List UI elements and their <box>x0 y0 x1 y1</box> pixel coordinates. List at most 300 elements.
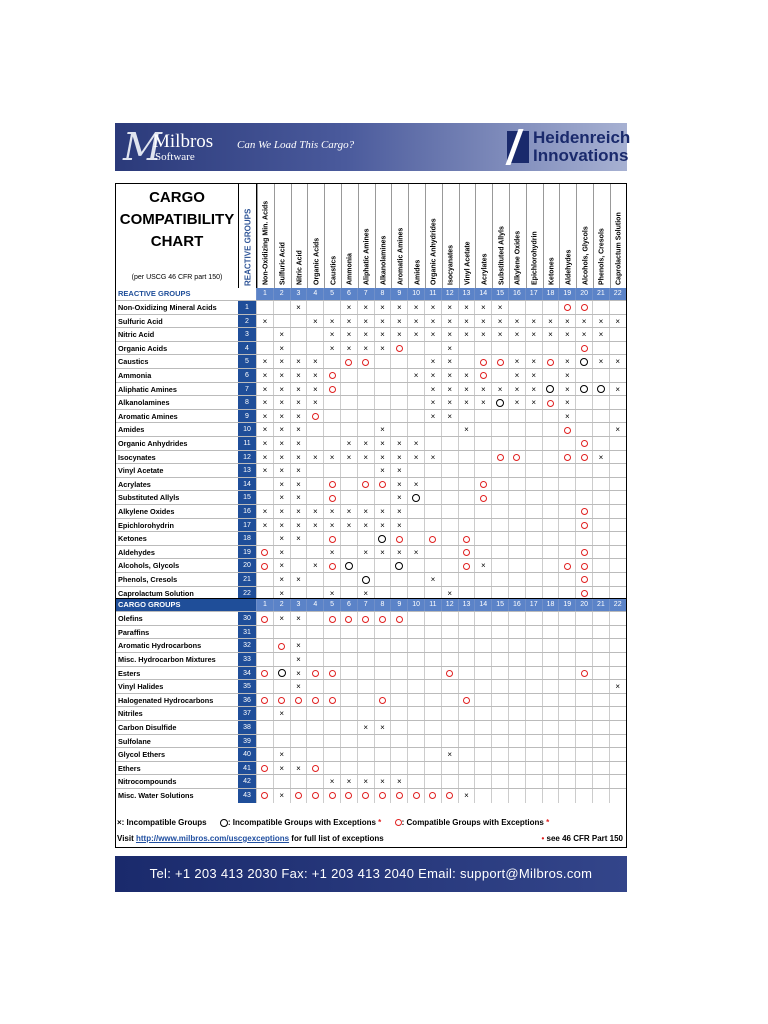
compat-cell <box>306 775 323 789</box>
compat-cell <box>306 410 323 424</box>
compat-cell <box>525 653 542 667</box>
compat-cell <box>491 573 508 587</box>
compat-cell <box>256 694 273 708</box>
compat-cell <box>592 639 609 653</box>
compat-cell <box>407 478 424 492</box>
compat-cell <box>374 748 391 762</box>
compat-cell <box>609 491 626 505</box>
incompatible-mark: × <box>296 439 301 448</box>
compat-cell <box>357 301 374 315</box>
chart-row <box>116 354 626 368</box>
compat-cell <box>290 532 307 546</box>
row-number: 42 <box>238 775 256 789</box>
incompatible-mark: × <box>447 343 453 353</box>
compat-cell <box>306 301 323 315</box>
compat-cell <box>474 748 491 762</box>
compat-cell <box>390 301 407 315</box>
column-header <box>375 184 393 288</box>
compat-cell <box>474 532 491 546</box>
compat-cell <box>357 680 374 694</box>
compat-cell <box>458 355 475 369</box>
compat-cell <box>323 639 340 653</box>
compat-cell <box>424 505 441 519</box>
compat-cell <box>306 789 323 803</box>
compat-cell <box>256 789 273 803</box>
compat-cell <box>558 423 575 437</box>
compat-cell <box>407 680 424 694</box>
compat-cell <box>441 410 458 424</box>
compat-cell <box>340 667 357 681</box>
compat-cell <box>424 315 441 329</box>
compatible-exception-circle-icon <box>362 792 369 799</box>
compat-cell <box>424 626 441 640</box>
compat-cell <box>542 735 559 749</box>
compatible-exception-circle-icon <box>446 792 453 799</box>
incompatible-mark: × <box>363 316 369 326</box>
compat-cell <box>558 369 575 383</box>
compat-cell <box>374 667 391 681</box>
compat-cell <box>390 491 407 505</box>
compat-cell <box>390 315 407 329</box>
column-number: 16 <box>508 599 525 611</box>
compat-cell <box>458 639 475 653</box>
compat-cell <box>558 410 575 424</box>
compat-cell <box>290 437 307 451</box>
column-header-label: Caprolactum Solution <box>615 212 623 285</box>
incompatible-mark: × <box>430 384 436 394</box>
incompatible-mark: × <box>262 371 268 380</box>
compat-cell <box>323 573 340 587</box>
compat-cell <box>592 451 609 465</box>
compat-cell <box>441 546 458 560</box>
compat-cell <box>575 355 592 369</box>
compat-cell <box>525 396 542 410</box>
column-number: 17 <box>525 599 542 611</box>
compat-cell <box>592 721 609 735</box>
compat-cell <box>441 342 458 356</box>
compat-cell <box>357 505 374 519</box>
compat-cell <box>306 626 323 640</box>
compat-cell <box>306 383 323 397</box>
compat-cell <box>542 694 559 708</box>
compat-cell <box>575 410 592 424</box>
compatible-exception-circle-icon <box>581 549 588 556</box>
compat-cell <box>390 342 407 356</box>
compat-cell <box>458 762 475 776</box>
compat-cell <box>424 762 441 776</box>
compat-cell <box>407 707 424 721</box>
compat-cell <box>424 612 441 626</box>
compat-cell <box>491 789 508 803</box>
compat-cell <box>491 423 508 437</box>
compat-cell <box>558 519 575 533</box>
compat-cell <box>575 789 592 803</box>
row-name: Vinyl Halides <box>118 682 164 692</box>
compat-cell <box>441 612 458 626</box>
incompatible-mark: × <box>329 588 335 598</box>
compat-cell <box>609 694 626 708</box>
incompatible-mark: × <box>296 763 301 773</box>
compat-cell <box>256 410 273 424</box>
row-name: Acrylates <box>118 479 151 489</box>
column-number: 15 <box>491 599 508 611</box>
compatible-exception-circle-icon <box>312 413 319 420</box>
compat-cell <box>441 775 458 789</box>
incompatible-mark: × <box>346 520 352 530</box>
incompatible-mark: × <box>363 452 369 462</box>
compat-cell <box>273 559 290 573</box>
compat-cell <box>407 505 424 519</box>
incompatible-mark: × <box>312 371 318 380</box>
compat-cell <box>256 519 273 533</box>
compat-cell <box>441 437 458 451</box>
compat-cell <box>256 437 273 451</box>
incompatible-mark: × <box>531 398 537 408</box>
compat-cell <box>491 694 508 708</box>
compat-cell <box>542 410 559 424</box>
compat-cell <box>340 639 357 653</box>
compat-cell <box>374 680 391 694</box>
compatible-exception-circle-icon <box>261 670 268 677</box>
compat-cell <box>407 342 424 356</box>
incompatible-mark: × <box>430 371 436 380</box>
compat-cell <box>592 707 609 721</box>
compat-cell <box>256 667 273 681</box>
compat-cell <box>340 478 357 492</box>
compat-cell <box>491 667 508 681</box>
compat-cell <box>424 667 441 681</box>
compat-cell <box>542 478 559 492</box>
compat-cell <box>323 478 340 492</box>
compat-cell <box>609 451 626 465</box>
incompatible-mark: × <box>480 316 486 326</box>
compat-cell <box>525 478 542 492</box>
compat-cell <box>273 355 290 369</box>
compat-cell <box>458 437 475 451</box>
column-header-label: Nitric Acid <box>296 250 304 285</box>
compat-cell <box>357 626 374 640</box>
compat-cell <box>306 315 323 329</box>
compat-cell <box>474 775 491 789</box>
compat-cell <box>458 478 475 492</box>
compat-cell <box>256 328 273 342</box>
compat-cell <box>424 680 441 694</box>
compat-cell <box>407 612 424 626</box>
compatible-exception-circle-icon <box>345 359 352 366</box>
chart-row <box>116 477 626 491</box>
incompatible-mark: × <box>447 384 453 394</box>
row-name: Substituted Allyls <box>118 493 180 503</box>
compat-cell <box>609 423 626 437</box>
compat-cell <box>256 423 273 437</box>
compat-cell <box>491 626 508 640</box>
compat-cell <box>390 546 407 560</box>
compat-cell <box>508 775 525 789</box>
incompatible-mark: × <box>312 507 318 516</box>
incompatible-mark: × <box>296 466 301 476</box>
compat-cell <box>525 532 542 546</box>
column-header <box>291 184 309 288</box>
incompatible-mark: × <box>363 520 369 530</box>
compat-cell <box>407 775 424 789</box>
compat-cell <box>592 667 609 681</box>
incompatible-exception-circle-icon <box>546 385 554 393</box>
compat-cell <box>390 451 407 465</box>
compat-cell <box>290 328 307 342</box>
incompatible-mark: × <box>296 303 301 312</box>
column-number: 13 <box>458 288 475 300</box>
compat-cell <box>273 612 290 626</box>
compat-cell <box>474 315 491 329</box>
column-number: 9 <box>390 288 407 300</box>
compatible-exception-circle-icon <box>581 454 588 461</box>
incompatible-mark: × <box>464 398 469 408</box>
compat-cell <box>592 559 609 573</box>
compat-cell <box>340 451 357 465</box>
incompatible-mark: × <box>262 398 268 408</box>
incompatible-mark: × <box>279 791 285 800</box>
compat-cell <box>542 626 559 640</box>
compat-cell <box>273 639 290 653</box>
compat-cell <box>609 505 626 519</box>
compat-cell <box>424 559 441 573</box>
compat-cell <box>441 519 458 533</box>
incompatible-mark: × <box>464 303 469 312</box>
compat-cell <box>508 491 525 505</box>
row-number: 39 <box>238 735 256 749</box>
compat-cell <box>592 478 609 492</box>
compat-cell <box>558 464 575 478</box>
compat-cell <box>558 775 575 789</box>
compat-cell <box>424 694 441 708</box>
compatible-exception-circle-icon <box>329 372 336 379</box>
legend-o-label: : Compatible Groups with Exceptions <box>401 818 544 827</box>
compat-cell <box>323 505 340 519</box>
compat-cell <box>592 762 609 776</box>
compatible-exception-circle-icon <box>463 549 470 556</box>
compat-cell <box>575 301 592 315</box>
compat-cell <box>340 748 357 762</box>
incompatible-mark: × <box>312 384 318 394</box>
compat-cell <box>273 315 290 329</box>
compat-cell <box>390 369 407 383</box>
incompatible-mark: × <box>380 343 385 353</box>
compat-cell <box>575 748 592 762</box>
compat-cell <box>542 519 559 533</box>
compat-cell <box>491 748 508 762</box>
incompatible-mark: × <box>430 411 436 421</box>
compat-cell <box>558 789 575 803</box>
compat-cell <box>474 505 491 519</box>
compat-cell <box>558 451 575 465</box>
incompatible-mark: × <box>380 777 385 787</box>
chart-regulation-note: (per USCG 46 CFR part 150) <box>131 274 223 281</box>
milbros-logo <box>123 127 243 167</box>
compat-cell <box>525 342 542 356</box>
compat-cell <box>609 328 626 342</box>
compat-cell <box>306 573 323 587</box>
compat-cell <box>424 789 441 803</box>
compat-cell <box>542 301 559 315</box>
row-number: 10 <box>238 423 256 437</box>
compat-cell <box>390 612 407 626</box>
compat-cell <box>525 423 542 437</box>
compat-cell <box>256 464 273 478</box>
compat-cell <box>542 396 559 410</box>
compat-cell <box>474 478 491 492</box>
chart-row <box>116 638 626 652</box>
incompatible-mark: × <box>480 330 486 340</box>
compat-cell <box>592 573 609 587</box>
chart-row <box>116 693 626 707</box>
compat-cell <box>592 396 609 410</box>
compat-cell <box>374 464 391 478</box>
compat-cell <box>374 315 391 329</box>
compat-cell <box>609 789 626 803</box>
column-number: 5 <box>323 288 340 300</box>
compat-cell <box>525 626 542 640</box>
compat-cell <box>407 694 424 708</box>
compat-cell <box>458 383 475 397</box>
compat-cell <box>508 451 525 465</box>
compatible-exception-circle-icon <box>513 454 520 461</box>
compat-cell <box>609 546 626 560</box>
compatible-exception-circle-icon <box>564 563 571 570</box>
compat-cell <box>508 680 525 694</box>
incompatible-mark: × <box>279 398 285 408</box>
compat-cell <box>357 328 374 342</box>
legend-e-label: : Incompatible Groups with Exceptions <box>227 818 376 827</box>
compat-cell <box>441 491 458 505</box>
compat-cell <box>542 437 559 451</box>
compat-cell <box>508 762 525 776</box>
exceptions-link[interactable]: http://www.milbros.com/uscgexceptions <box>135 834 290 843</box>
row-name: Esters <box>118 668 141 678</box>
row-name: Aliphatic Amines <box>118 384 177 394</box>
compat-cell <box>542 559 559 573</box>
compatible-exception-circle-icon <box>446 670 453 677</box>
compat-cell <box>374 789 391 803</box>
incompatible-mark: × <box>380 452 385 462</box>
compat-cell <box>390 410 407 424</box>
compat-cell <box>542 707 559 721</box>
compat-cell <box>525 410 542 424</box>
incompatible-mark: × <box>279 384 285 394</box>
compat-cell <box>256 559 273 573</box>
compat-cell <box>340 721 357 735</box>
compat-cell <box>474 410 491 424</box>
incompatible-mark: × <box>430 303 436 312</box>
incompatible-mark: × <box>413 547 419 557</box>
compat-cell <box>407 626 424 640</box>
compat-cell <box>592 342 609 356</box>
column-header <box>543 184 561 288</box>
compat-cell <box>458 775 475 789</box>
compat-cell <box>323 519 340 533</box>
compat-cell <box>374 478 391 492</box>
column-number: 20 <box>575 599 592 611</box>
compat-cell <box>290 694 307 708</box>
incompatible-mark: × <box>279 452 285 462</box>
legend-see-note <box>541 834 623 843</box>
compat-cell <box>357 451 374 465</box>
compat-cell <box>491 775 508 789</box>
row-name: Halogenated Hydrocarbons <box>118 695 214 705</box>
compat-cell <box>357 612 374 626</box>
compat-cell <box>458 505 475 519</box>
incompatible-mark: × <box>413 303 419 312</box>
incompatible-mark: × <box>296 479 301 489</box>
compat-cell <box>474 451 491 465</box>
column-header <box>324 184 342 288</box>
compat-cell <box>323 396 340 410</box>
compat-cell <box>441 653 458 667</box>
incompatible-mark: × <box>262 425 268 435</box>
compat-cell <box>491 762 508 776</box>
compat-cell <box>256 396 273 410</box>
compat-cell <box>390 694 407 708</box>
compat-cell <box>542 748 559 762</box>
compat-cell <box>340 315 357 329</box>
row-number: 13 <box>238 464 256 478</box>
compat-cell <box>458 626 475 640</box>
compat-cell <box>306 396 323 410</box>
incompatible-mark: × <box>615 384 621 394</box>
chart-row <box>116 788 626 802</box>
compat-cell <box>458 680 475 694</box>
compat-cell <box>441 721 458 735</box>
chart-row <box>116 504 626 518</box>
compat-cell <box>290 639 307 653</box>
compat-cell <box>407 653 424 667</box>
compatible-exception-circle-icon <box>329 670 336 677</box>
legend <box>115 815 627 848</box>
compat-cell <box>290 775 307 789</box>
compat-cell <box>323 464 340 478</box>
compat-cell <box>424 410 441 424</box>
compat-cell <box>323 301 340 315</box>
compat-cell <box>256 626 273 640</box>
compat-cell <box>609 775 626 789</box>
compat-cell <box>323 559 340 573</box>
compat-cell <box>323 735 340 749</box>
compat-cell <box>575 423 592 437</box>
compat-cell <box>340 559 357 573</box>
tagline: Can We Load This Cargo? <box>237 139 355 151</box>
compat-cell <box>290 464 307 478</box>
compat-cell <box>491 369 508 383</box>
compat-cell <box>340 789 357 803</box>
incompatible-mark: × <box>363 777 369 787</box>
column-number: 6 <box>340 599 357 611</box>
incompatible-mark: × <box>363 507 369 516</box>
reactive-groups-band-title: REACTIVE GROUPS <box>118 289 191 298</box>
compat-cell <box>273 762 290 776</box>
incompatible-mark: × <box>346 330 352 340</box>
compat-cell <box>306 519 323 533</box>
compat-cell <box>508 464 525 478</box>
compat-cell <box>558 748 575 762</box>
compat-cell <box>542 423 559 437</box>
compat-cell <box>592 626 609 640</box>
incompatible-mark: × <box>464 791 469 800</box>
compat-cell <box>542 342 559 356</box>
compat-cell <box>441 626 458 640</box>
incompatible-mark: × <box>329 520 335 530</box>
chart-row <box>116 761 626 775</box>
compat-cell <box>357 342 374 356</box>
compat-cell <box>323 437 340 451</box>
